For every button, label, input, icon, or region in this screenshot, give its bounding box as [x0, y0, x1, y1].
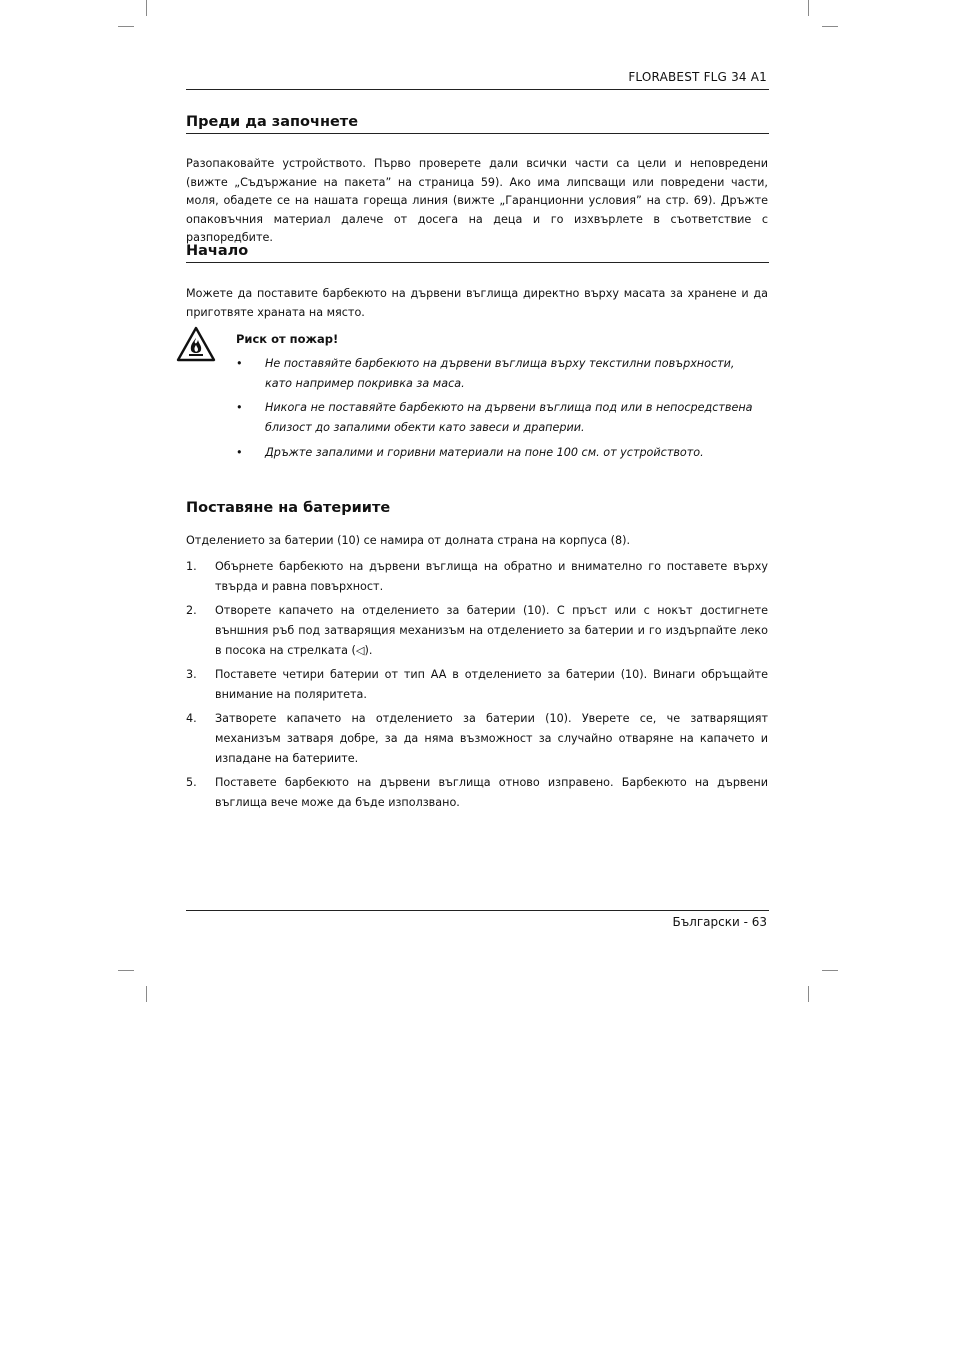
step-number: 5.: [186, 776, 197, 789]
running-header: [186, 69, 769, 90]
header-title: FLORABEST FLG 34 A1: [628, 70, 767, 84]
paragraph-before-start: Разопаковайте устройството. Първо проверете дали всички части са цели и неповредени (вижте „Съдържание на пакета” на страница 59). Ако има липсващи или повредени части, моля, обадете се на нашата гореща линия (вижте „Гаранционни условия” на стр. 69). Дръжте опаковъчния материал далече от досега на деца и го изхвърлете в съответствие с разпоредбите.: [186, 157, 768, 244]
bullet-symbol: •: [236, 446, 243, 459]
crop-mark-bottom-right-h: [822, 970, 838, 971]
list-item-step: [186, 557, 768, 597]
footer-rule: [186, 910, 769, 911]
heading-batteries: Поставяне на батериите: [186, 500, 391, 516]
step-text: Отворете капачето на отделението за батерии (10). С пръст или с нокът достигнете външния ръб под затварящия механизъм на отделението за батерии и го издърпайте леко в посока на стрелката (◁).: [215, 604, 768, 657]
list-item-step: [186, 601, 768, 661]
step-text: Обърнете барбекюто на дървени въглища на обратно и внимателно го поставете върху твърда и равна повърхност.: [215, 560, 768, 593]
list-item-step: [186, 709, 768, 769]
paragraph-start: Можете да поставите барбекюто на дървени въглища директно върху масата за хранене и да приготвяте храната на място.: [186, 287, 768, 319]
step-number: 2.: [186, 604, 197, 617]
crop-mark-top-right-h: [822, 26, 838, 27]
step-text: Поставете барбекюто на дървени въглища отново изправено. Барбекюто на дървени въглища вече може да бъде използвано.: [215, 776, 768, 809]
heading-start: Начало: [186, 243, 769, 263]
warning-bullet: [236, 443, 756, 463]
step-number: 3.: [186, 668, 197, 681]
crop-mark-top-left-h: [118, 26, 134, 27]
page-number: Български - 63: [672, 915, 767, 929]
step-text: Затворете капачето на отделението за батерии (10). Уверете се, че затварящият механизъм затваря добре, за да няма възможност за случайно отваряне на капачето и изпадане на батериите.: [215, 712, 768, 765]
warning-bullet-text: Не поставяйте барбекюто на дървени въглища върху текстилни повърхности, като например покривка за маса.: [265, 357, 735, 390]
bullet-symbol: •: [236, 357, 243, 370]
fire-hazard-icon: [176, 326, 216, 362]
list-item-step: [186, 773, 768, 813]
warning-bullet: [236, 398, 756, 437]
step-number: 1.: [186, 560, 197, 573]
list-item-step: [186, 665, 768, 705]
bullet-symbol: •: [236, 401, 243, 414]
step-text: Поставете четири батерии от тип AA в отделението за батерии (10). Винаги обръщайте внимание на поляритета.: [215, 668, 768, 701]
warning-bullet-text: Никога не поставяйте барбекюто на дървени въглища под или в непосредствена близост до запалими обекти като завеси и драперии.: [265, 401, 753, 434]
crop-mark-top-right-v: [808, 0, 809, 16]
crop-mark-bottom-left-v: [146, 986, 147, 1002]
warning-bullet-text: Дръжте запалими и горивни материали на поне 100 см. от устройството.: [265, 446, 704, 459]
crop-mark-bottom-left-h: [118, 970, 134, 971]
step-number: 4.: [186, 712, 197, 725]
crop-mark-bottom-right-v: [808, 986, 809, 1002]
warning-title: Риск от пожар!: [236, 332, 339, 346]
crop-mark-top-left-v: [146, 0, 147, 16]
heading-before-start: Преди да започнете: [186, 114, 769, 134]
warning-bullet: [236, 354, 756, 393]
paragraph-batteries-intro: Отделението за батерии (10) се намира от долната страна на корпуса (8).: [186, 534, 631, 547]
